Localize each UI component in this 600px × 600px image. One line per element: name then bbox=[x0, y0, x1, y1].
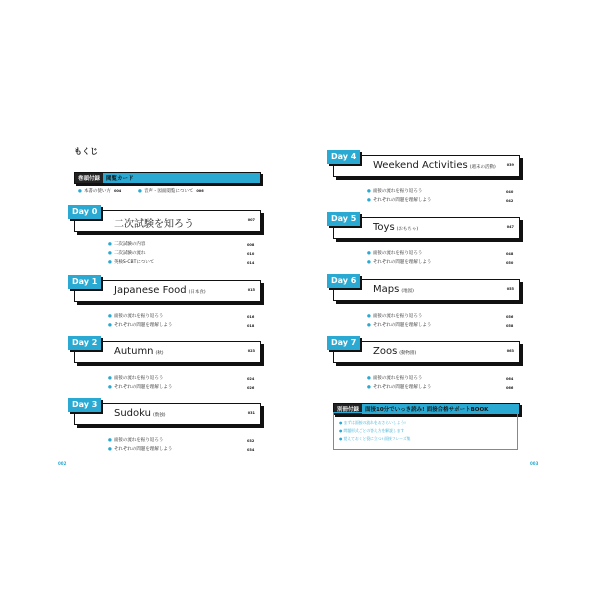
day-6-item-2[interactable]: ● それぞれの問題を理解しよう bbox=[367, 323, 432, 328]
day-7-item-1[interactable]: ● 面接の流れを振り返ろう bbox=[367, 376, 423, 381]
front-item-audio[interactable] bbox=[138, 188, 204, 195]
day-page: 047 bbox=[506, 225, 514, 229]
day-3-item-1[interactable]: ● 面接の流れを振り返ろう bbox=[108, 438, 164, 443]
day-tag: Day 7 bbox=[327, 336, 360, 350]
day-7-section[interactable] bbox=[331, 338, 520, 363]
day-5-item-1-page: 048 bbox=[506, 252, 514, 256]
front-matter-label: 巻頭付録 bbox=[75, 173, 103, 184]
day-tag: Day 0 bbox=[68, 205, 101, 219]
day-2-item-2-page: 026 bbox=[247, 386, 255, 390]
day-4-item-2-page: 042 bbox=[506, 199, 514, 203]
day-box bbox=[333, 341, 520, 363]
day-page: 023 bbox=[247, 349, 255, 353]
day-0-item-1-page: 008 bbox=[247, 243, 255, 247]
front-item-page: 004 bbox=[113, 189, 122, 193]
day-title: Zoos (動物園) bbox=[373, 346, 417, 357]
day-0-item-3-page: 014 bbox=[247, 261, 255, 265]
day-page: 031 bbox=[247, 411, 255, 415]
bullet-icon: ● bbox=[108, 242, 112, 247]
bullet-icon: ● bbox=[367, 314, 371, 319]
day-title: Japanese Food (日本食) bbox=[114, 285, 206, 296]
day-title: Weekend Activities (週末の活動) bbox=[373, 160, 496, 171]
day-6-item-2-page: 058 bbox=[506, 324, 514, 328]
bullet-icon: ● bbox=[108, 323, 112, 328]
bullet-icon: ● bbox=[367, 260, 371, 265]
bullet-icon: ● bbox=[138, 189, 142, 194]
bullet-icon: ● bbox=[367, 376, 371, 381]
bullet-icon: ● bbox=[108, 314, 112, 319]
day-7-item-2-page: 066 bbox=[506, 386, 514, 390]
front-item-usage[interactable] bbox=[78, 188, 121, 195]
day-page: 015 bbox=[247, 288, 255, 292]
day-page: 007 bbox=[247, 218, 255, 222]
day-5-item-2-page: 050 bbox=[506, 261, 514, 265]
day-box bbox=[74, 403, 261, 425]
bullet-icon: ● bbox=[108, 260, 112, 265]
day-3-section[interactable] bbox=[72, 400, 261, 425]
front-item-label: 音声・図面閲覧について bbox=[143, 189, 194, 194]
bullet-icon: ● bbox=[108, 376, 112, 381]
bullet-icon: ● bbox=[339, 436, 343, 441]
day-title: Sudoku (数独) bbox=[114, 408, 166, 419]
day-2-item-2[interactable]: ● それぞれの問題を理解しよう bbox=[108, 385, 173, 390]
day-0-item-2[interactable]: ● 二次試験の流れ bbox=[108, 251, 146, 256]
day-tag: Day 6 bbox=[327, 274, 360, 288]
bullet-icon: ● bbox=[339, 420, 343, 425]
day-tag: Day 1 bbox=[68, 275, 101, 289]
day-0-section[interactable] bbox=[72, 207, 261, 232]
bullet-icon: ● bbox=[108, 447, 112, 452]
day-box bbox=[333, 217, 520, 239]
day-4-section[interactable] bbox=[331, 152, 520, 177]
day-tag: Day 5 bbox=[327, 212, 360, 226]
bullet-icon: ● bbox=[339, 428, 343, 433]
appendix-item-2[interactable]: ● 問題形式ごとの答え方を解説します bbox=[339, 428, 405, 433]
day-3-item-2-page: 034 bbox=[247, 448, 255, 452]
appendix-label: 別冊付録 bbox=[334, 404, 362, 415]
page-title: もくじ bbox=[74, 147, 98, 156]
front-matter-title: 閲覧カード bbox=[106, 176, 134, 182]
bullet-icon: ● bbox=[367, 251, 371, 256]
bullet-icon: ● bbox=[108, 251, 112, 256]
bullet-icon: ● bbox=[108, 438, 112, 443]
day-title: Toys (おもちゃ) bbox=[373, 222, 419, 233]
page-number-right: 003 bbox=[530, 461, 539, 466]
day-tag: Day 3 bbox=[68, 398, 101, 412]
day-3-item-1-page: 032 bbox=[247, 439, 255, 443]
day-7-item-2[interactable]: ● それぞれの問題を理解しよう bbox=[367, 385, 432, 390]
day-box bbox=[333, 279, 520, 301]
day-title: Autumn (秋) bbox=[114, 346, 164, 357]
day-1-item-1-page: 016 bbox=[247, 315, 255, 319]
day-tag: Day 2 bbox=[68, 336, 101, 350]
front-item-page: 006 bbox=[196, 189, 204, 193]
day-5-item-1[interactable]: ● 面接の流れを振り返ろう bbox=[367, 251, 423, 256]
bullet-icon: ● bbox=[108, 385, 112, 390]
front-matter-header bbox=[74, 172, 261, 184]
bullet-icon: ● bbox=[367, 198, 371, 203]
front-item-label: 本書の使い方 bbox=[83, 189, 111, 194]
day-page: 055 bbox=[506, 287, 514, 291]
day-2-section[interactable] bbox=[72, 338, 261, 363]
day-title: Maps (地図) bbox=[373, 284, 414, 295]
day-0-item-2-page: 010 bbox=[247, 252, 255, 256]
day-2-item-1[interactable]: ● 面接の流れを振り返ろう bbox=[108, 376, 164, 381]
day-tag: Day 4 bbox=[327, 150, 360, 164]
day-3-item-2[interactable]: ● それぞれの問題を理解しよう bbox=[108, 447, 173, 452]
bullet-icon: ● bbox=[367, 385, 371, 390]
day-4-item-1[interactable]: ● 面接の流れを振り返ろう bbox=[367, 189, 423, 194]
bullet-icon: ● bbox=[78, 189, 82, 194]
day-1-item-2-page: 018 bbox=[247, 324, 255, 328]
appendix-item-3[interactable]: ● 覚えておくと役に立つ! 面接フレーズ集 bbox=[339, 436, 411, 441]
day-6-item-1-page: 056 bbox=[506, 315, 514, 319]
day-7-item-1-page: 064 bbox=[506, 377, 514, 381]
day-6-section[interactable] bbox=[331, 276, 520, 301]
day-2-item-1-page: 024 bbox=[247, 377, 255, 381]
day-0-item-1[interactable]: ● 二次試験の内容 bbox=[108, 242, 146, 247]
day-title: 二次試験を知ろう bbox=[114, 219, 194, 230]
day-0-item-3[interactable]: ● 英検S-CBTについて bbox=[108, 260, 155, 265]
day-5-item-2[interactable]: ● それぞれの問題を理解しよう bbox=[367, 260, 432, 265]
day-4-item-1-page: 040 bbox=[506, 190, 514, 194]
day-4-item-2[interactable]: ● それぞれの問題を理解しよう bbox=[367, 198, 432, 203]
day-page: 063 bbox=[506, 349, 514, 353]
day-1-item-1[interactable]: ● 面接の流れを振り返ろう bbox=[108, 314, 164, 319]
appendix-item-1[interactable]: ● まずは面接の流れをおさらいしよう! bbox=[339, 420, 406, 425]
day-6-item-1[interactable]: ● 面接の流れを振り返ろう bbox=[367, 314, 423, 319]
appendix-title: 面接10分でいっき読み! 面接合格サポートBOOK bbox=[365, 407, 489, 413]
day-1-section[interactable] bbox=[72, 277, 261, 302]
page-number-left: 002 bbox=[58, 461, 67, 466]
day-page: 039 bbox=[506, 163, 514, 167]
day-1-item-2[interactable]: ● それぞれの問題を理解しよう bbox=[108, 323, 173, 328]
bullet-icon: ● bbox=[367, 323, 371, 328]
day-box bbox=[74, 341, 261, 363]
bullet-icon: ● bbox=[367, 189, 371, 194]
day-5-section[interactable] bbox=[331, 214, 520, 239]
